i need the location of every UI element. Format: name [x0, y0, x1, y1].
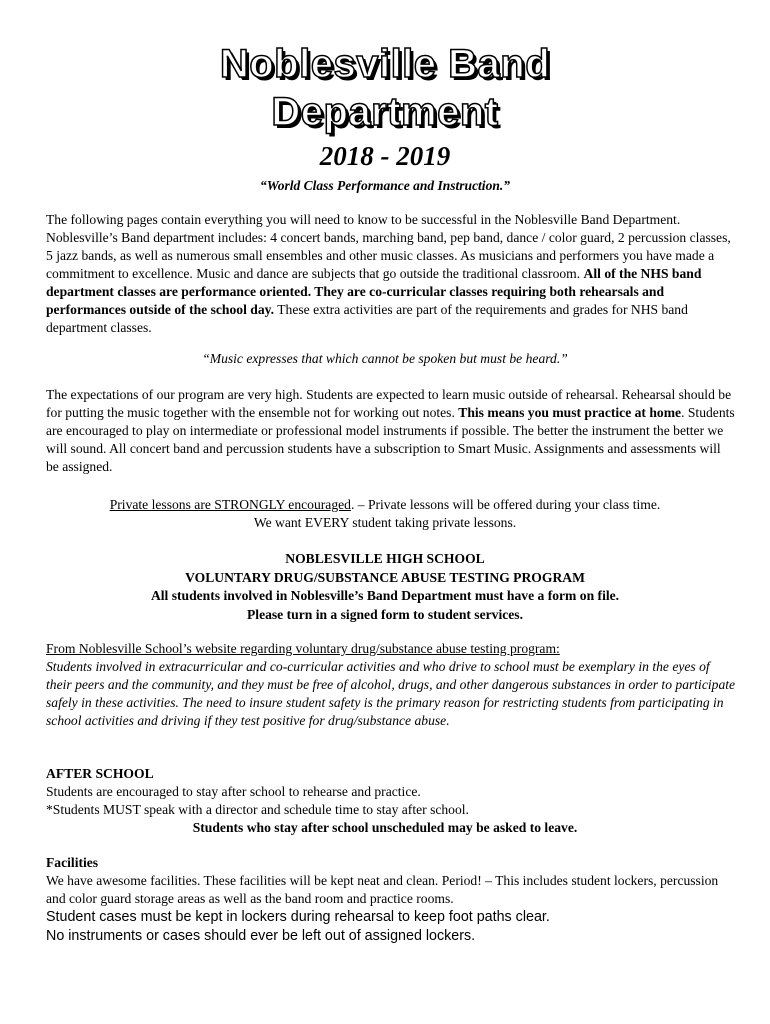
facilities-body: We have awesome facilities. These facilities will be kept neat and clean. Period! – This includes student lockers, percussion and color guard storage areas as well as the band room and practice rooms. [46, 873, 719, 906]
drug-program-line3: All students involved in Noblesville’s Band Department must have a form on file. [150, 588, 620, 603]
after-school-line2: *Students MUST speak with a director and schedule time to stay after school. [46, 802, 469, 817]
drug-program-block [0, 550, 770, 624]
intro-tail-text: These extra activities are part of the requirements and grades for NHS band department classes. [46, 302, 688, 335]
title-block [0, 40, 770, 136]
facilities-section [46, 854, 736, 946]
intro-paragraph [46, 211, 736, 337]
facilities-line-cases: Student cases must be kept in lockers during rehearsal to keep foot paths clear. [46, 909, 550, 925]
expectations-tail-text: . Students are encouraged to play on intermediate or professional model instruments if possible. The better the instrument the better we will sound. All concert band and percussion students have a subscription to Smart Music. Assignments and assessments will be assigned. [46, 405, 735, 474]
page-title-line1: Noblesville Band [219, 42, 551, 86]
private-lessons-underlined: Private lessons are STRONGLY encouraged [109, 497, 351, 512]
drug-program-line2: VOLUNTARY DRUG/SUBSTANCE ABUSE TESTING PROGRAM [185, 569, 585, 585]
private-lessons-line1 [0, 496, 770, 514]
drug-program-line4: Please turn in a signed form to student services. [246, 606, 523, 622]
expectations-text: The expectations of our program are very high. Students are expected to learn music outside of rehearsal. Rehearsal should be for putting the music together with the ensemble not for working out notes. [46, 387, 732, 420]
private-lessons-rest: . – Private lessons will be offered during your class time. [350, 497, 661, 512]
private-lessons-block [0, 496, 770, 532]
expectations-bold-text: This means you must practice at home [458, 405, 682, 420]
expectations-paragraph [46, 386, 736, 476]
page-title-line2: Department [271, 90, 499, 134]
facilities-heading: Facilities [46, 855, 99, 870]
website-quote-heading: From Noblesville School’s website regarding voluntary drug/substance abuse testing program: [46, 641, 560, 656]
drug-program-line1: NOBLESVILLE HIGH SCHOOL [285, 551, 485, 566]
school-year: 2018 - 2019 [319, 141, 451, 171]
private-lessons-line2: We want EVERY student taking private lessons. [253, 515, 517, 530]
website-quote-body: Students involved in extracurricular and co-curricular activities and who drive to school must be exemplary in the eyes of their peers and the community, and they must be free of alcohol, drugs, and other dangerous substances in order to participate safely in these activities. The need to insure student safety is the primary reason for restricting students from participating in school activities and driving if they test positive for drug/substance abuse. [46, 659, 736, 728]
after-school-section [46, 765, 736, 837]
website-quote-block [46, 640, 736, 730]
after-school-line1: Students are encouraged to stay after school to rehearse and practice. [46, 784, 421, 799]
intro-text: The following pages contain everything you will need to know to be successful in the Noblesville Band Department. Noblesville’s Band department includes: 4 concert bands, marching band, pep band, dance / color guard, 2 percussion classes, 5 jazz bands, as well as numerous small ensembles and other music classes. As musicians and performers you have made a commitment to excellence. Music and dance are subjects that go outside the traditional classroom. [46, 212, 731, 281]
after-school-line3: Students who stay after school unscheduled may be asked to leave. [192, 820, 578, 835]
after-school-heading: AFTER SCHOOL [46, 766, 154, 781]
music-quote: “Music expresses that which cannot be spoken but must be heard.” [202, 351, 568, 366]
motto: “World Class Performance and Instruction.” [260, 178, 510, 193]
facilities-line-lockers: No instruments or cases should ever be left out of assigned lockers. [46, 928, 476, 944]
intro-bold-text: All of the NHS band department classes are performance oriented. They are co-curricular classes requiring both rehearsals and performances outside of the school day. [46, 266, 702, 317]
